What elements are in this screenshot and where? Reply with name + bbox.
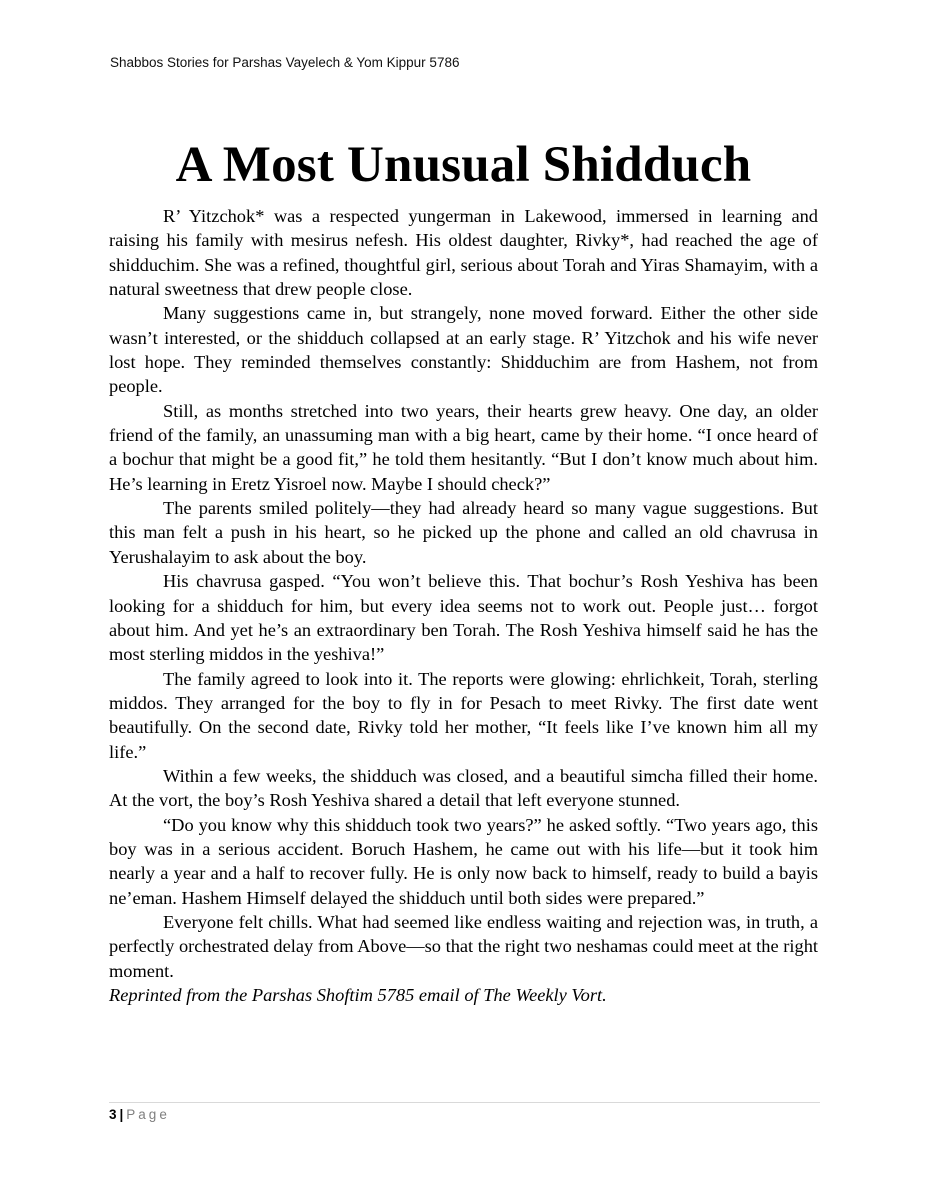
article-paragraph: Everyone felt chills. What had seemed like endless waiting and rejection was, in truth, a perfectly orchestrated delay from Above—so that the right two neshamas could meet at the right moment. [109,911,818,981]
article-paragraph: Still, as months stretched into two years, their hearts grew heavy. One day, an older friend of the family, an unassuming man with a big heart, came by their home. “I once heard of a bochur that might be a good fit,” he told them hesitantly. “But I don’t know much about him. He’s learning in Eretz Yisroel now. Maybe I should check?” [109,400,818,494]
footer-divider [109,1102,820,1103]
article-paragraph: Many suggestions came in, but strangely, none moved forward. Either the other side wasn’t interested, or the shidduch collapsed at an early stage. R’ Yitzchok and his wife never lost hope. They reminded themselves constantly: Shidduchim are from Hashem, not from people. [109,303,818,397]
article-paragraph: R’ Yitzchok* was a respected yungerman in Lakewood, immersed in learning and raising his family with mesirus nefesh. His oldest daughter, Rivky*, had reached the age of shidduchim. She was a refined, thoughtful girl, serious about Torah and Yiras Shamayim, with a natural sweetness that drew people close. [109,206,818,300]
footer-separator: | [119,1107,124,1122]
article-title: A Most Unusual Shidduch [175,137,752,193]
reprint-credit: Reprinted from the Parshas Shoftim 5785 email of The Weekly Vort. [109,985,607,1005]
article-paragraph: His chavrusa gasped. “You won’t believe this. That bochur’s Rosh Yeshiva has been looking for a shidduch for him, but every idea seems not to work out. People just… forgot about him. And yet he’s an extraordinary ben Torah. The Rosh Yeshiva himself said he has the most sterling middos in the yeshiva!” [109,571,818,665]
page-label: Page [126,1107,170,1122]
article-paragraph: The parents smiled politely—they had already heard so many vague suggestions. But this man felt a push in his heart, so he picked up the phone and called an old chavrusa in Yerushalayim to ask about the boy. [109,498,818,567]
article-paragraph: The family agreed to look into it. The reports were glowing: ehrlichkeit, Torah, sterling middos. They arranged for the boy to fly in for Pesach to meet Rivky. The first date went beautifully. On the second date, Rivky told her mother, “It feels like I’ve known him all my life.” [109,668,818,762]
article-paragraph: Within a few weeks, the shidduch was closed, and a beautiful simcha filled their home. At the vort, the boy’s Rosh Yeshiva shared a detail that left everyone stunned. [109,765,818,811]
article-body [109,204,818,1007]
page-number: 3 [109,1107,117,1122]
article-paragraph: “Do you know why this shidduch took two years?” he asked softly. “Two years ago, this boy was in a serious accident. Boruch Hashem, he came out with his life—but it took him nearly a year and a half to recover fully. He is only now back to himself, ready to build a bayis ne’eman. Hashem Himself delayed the shidduch until both sides were prepared.” [109,814,818,908]
page-footer [109,1107,170,1122]
running-header: Shabbos Stories for Parshas Vayelech & Yom Kippur 5786 [110,55,460,70]
